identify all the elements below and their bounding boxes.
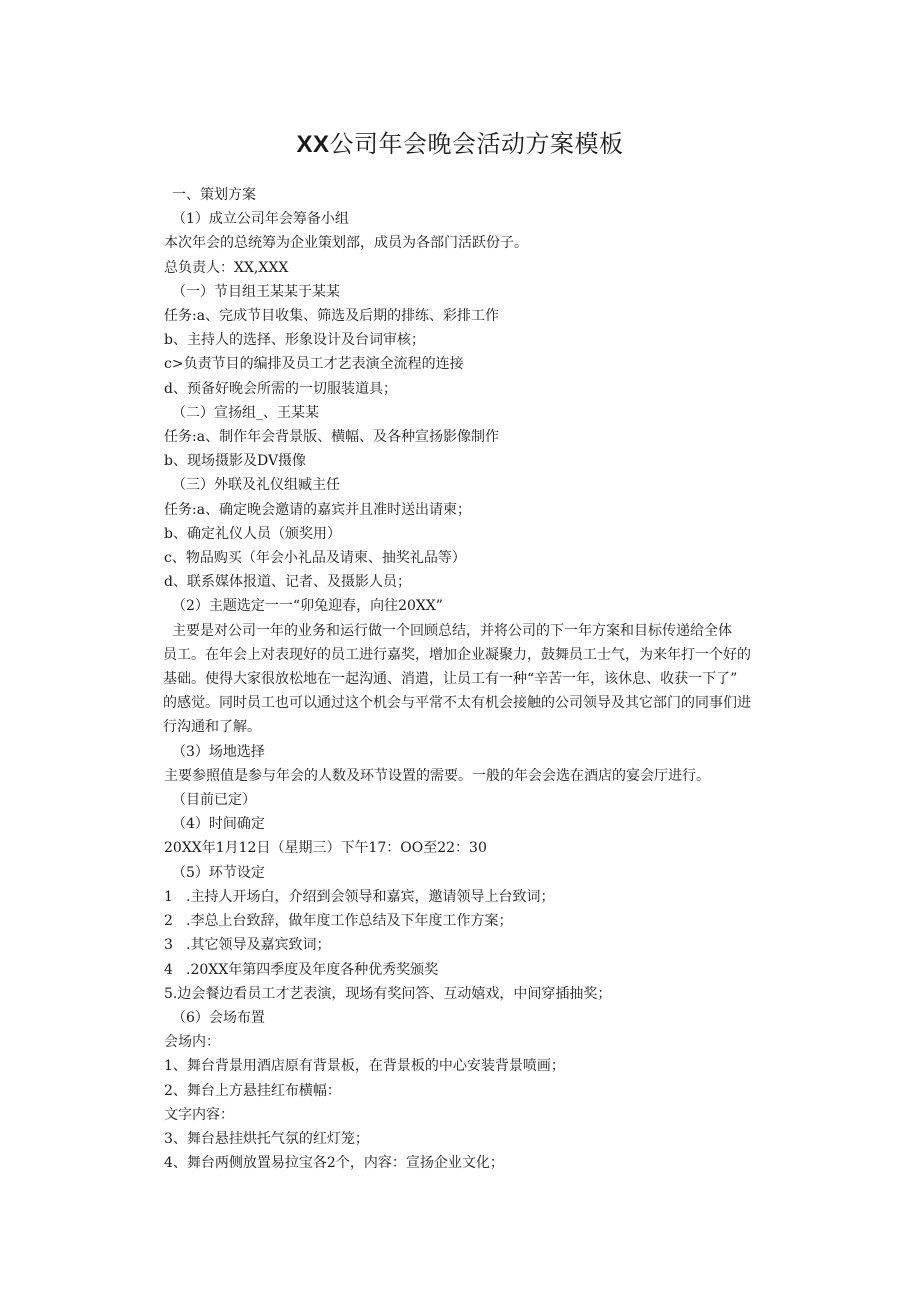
agenda-item-text: .主持人开场白，介绍到会领导和嘉宾，邀请领导上台致词； xyxy=(186,888,555,905)
text-line: 任务:a、制作年会背景版、横幅、及各种宣扬影像制作 xyxy=(164,429,500,446)
text-line: 一、策划方案 xyxy=(172,187,256,203)
text-line: （4）时间确定 xyxy=(172,816,265,833)
paragraph-line: 行沟通和了解。 xyxy=(163,719,261,736)
agenda-item xyxy=(164,933,788,957)
paragraph-line: 员工。在年会上对表现好的员工进行嘉奖，增加企业凝聚力，鼓舞员工士气，为来年打一个好的 xyxy=(163,646,751,663)
agenda-item xyxy=(164,885,788,909)
agenda-item-number: 2 xyxy=(164,913,173,930)
text-line: （5）环节设定 xyxy=(172,864,265,881)
section-lines-2 xyxy=(164,740,788,885)
text-line: 3、舞台悬挂烘托气氛的红灯笼； xyxy=(164,1130,369,1147)
document-title xyxy=(0,124,920,159)
text-line: 5.边会餐边看员工才艺表演，现场有奖问答、互动嬉戏，中间穿插抽奖； xyxy=(164,985,612,1002)
document-body xyxy=(164,183,788,1175)
agenda-item-number: 4 xyxy=(164,961,173,978)
text-line: 2、舞台上方悬挂红布横幅： xyxy=(164,1082,341,1099)
paragraph-line: 的感觉。同时员工也可以通过这个机会与平常不太有机会接触的公司领导及其它部门的同事们进 xyxy=(163,695,751,712)
text-line: 本次年会的总统筹为企业策划部，成员为各部门活跃份子。 xyxy=(164,235,528,252)
agenda-item xyxy=(164,909,788,933)
section-lines-1 xyxy=(164,183,788,619)
agenda-item-text: .其它领导及嘉宾致词； xyxy=(186,937,331,954)
paragraph-line: 基础。使得大家很放松地在一起沟通、消遣，让员工有一种“辛苦一年，该休息、收获一下了” xyxy=(163,671,738,688)
agenda-numbered-list xyxy=(164,885,788,982)
text-line: 主要参照值是参与年会的人数及环节设置的需要。一般的年会会选在酒店的宴会厅进行。 xyxy=(164,767,710,784)
theme-paragraph xyxy=(164,619,788,740)
text-line: （目前已定） xyxy=(172,792,256,809)
text-line: 任务:a、确定晚会邀请的嘉宾并且准时送出请柬； xyxy=(164,501,472,518)
text-line: （1）成立公司年会筹备小组 xyxy=(172,211,349,228)
text-line: （二）宣扬组_、王某某 xyxy=(172,404,319,421)
text-line: b、主持人的选择、形象设计及台词审核； xyxy=(164,332,425,349)
title-bold-part: XX xyxy=(296,131,330,158)
text-line: （2）主题选定一一“卯兔迎春，向往20XX” xyxy=(172,598,443,615)
text-line: d、预备好晚会所需的一切服装道具； xyxy=(164,380,397,397)
text-line: b、确定礼仪人员（颁奖用） xyxy=(164,525,341,542)
section-lines-3 xyxy=(164,982,788,1176)
text-line: 会场内： xyxy=(164,1034,220,1051)
text-line: 20XX年1月12日（星期三）下午17：OO至22：30 xyxy=(164,840,487,857)
text-line: （3）场地选择 xyxy=(172,743,265,760)
text-line: b、现场摄影及DV摄像 xyxy=(164,453,307,470)
text-line: 总负责人：XX,XXX xyxy=(164,259,289,276)
title-rest-part: 公司年会晚会活动方案模板 xyxy=(329,130,624,158)
text-line: 任务:a、完成节目收集、筛选及后期的排练、彩排工作 xyxy=(164,308,500,325)
agenda-item xyxy=(164,958,788,982)
agenda-item-text: .李总上台致辞，做年度工作总结及下年度工作方案； xyxy=(186,913,513,930)
text-line: 1、舞台背景用酒店原有背景板，在背景板的中心安装背景喷画； xyxy=(164,1058,565,1075)
text-line: 文字内容： xyxy=(164,1106,234,1123)
agenda-item-text: .20XX年第四季度及年度各种优秀奖颁奖 xyxy=(186,961,439,978)
text-line: （三）外联及礼仪组臧主任 xyxy=(172,477,340,494)
paragraph-line: 主要是对公司一年的业务和运行做一个回顾总结，并将公司的下一年方案和目标传递给全体 xyxy=(172,622,732,639)
agenda-item-number: 3 xyxy=(164,937,173,954)
text-line: c>负责节目的编排及员工才艺表演全流程的连接 xyxy=(164,356,464,373)
text-line: c、物品购买（年会小礼品及请柬、抽奖礼品等） xyxy=(164,550,466,567)
text-line: 4、舞台两侧放置易拉宝各2个，内容：宣扬企业文化； xyxy=(164,1155,504,1172)
text-line: （一）节目组王某某于某某 xyxy=(172,283,340,300)
text-line: （6）会场布置 xyxy=(172,1009,265,1026)
text-line: d、联系媒体报道、记者、及摄影人员； xyxy=(164,574,411,591)
agenda-item-number: 1 xyxy=(164,888,173,905)
